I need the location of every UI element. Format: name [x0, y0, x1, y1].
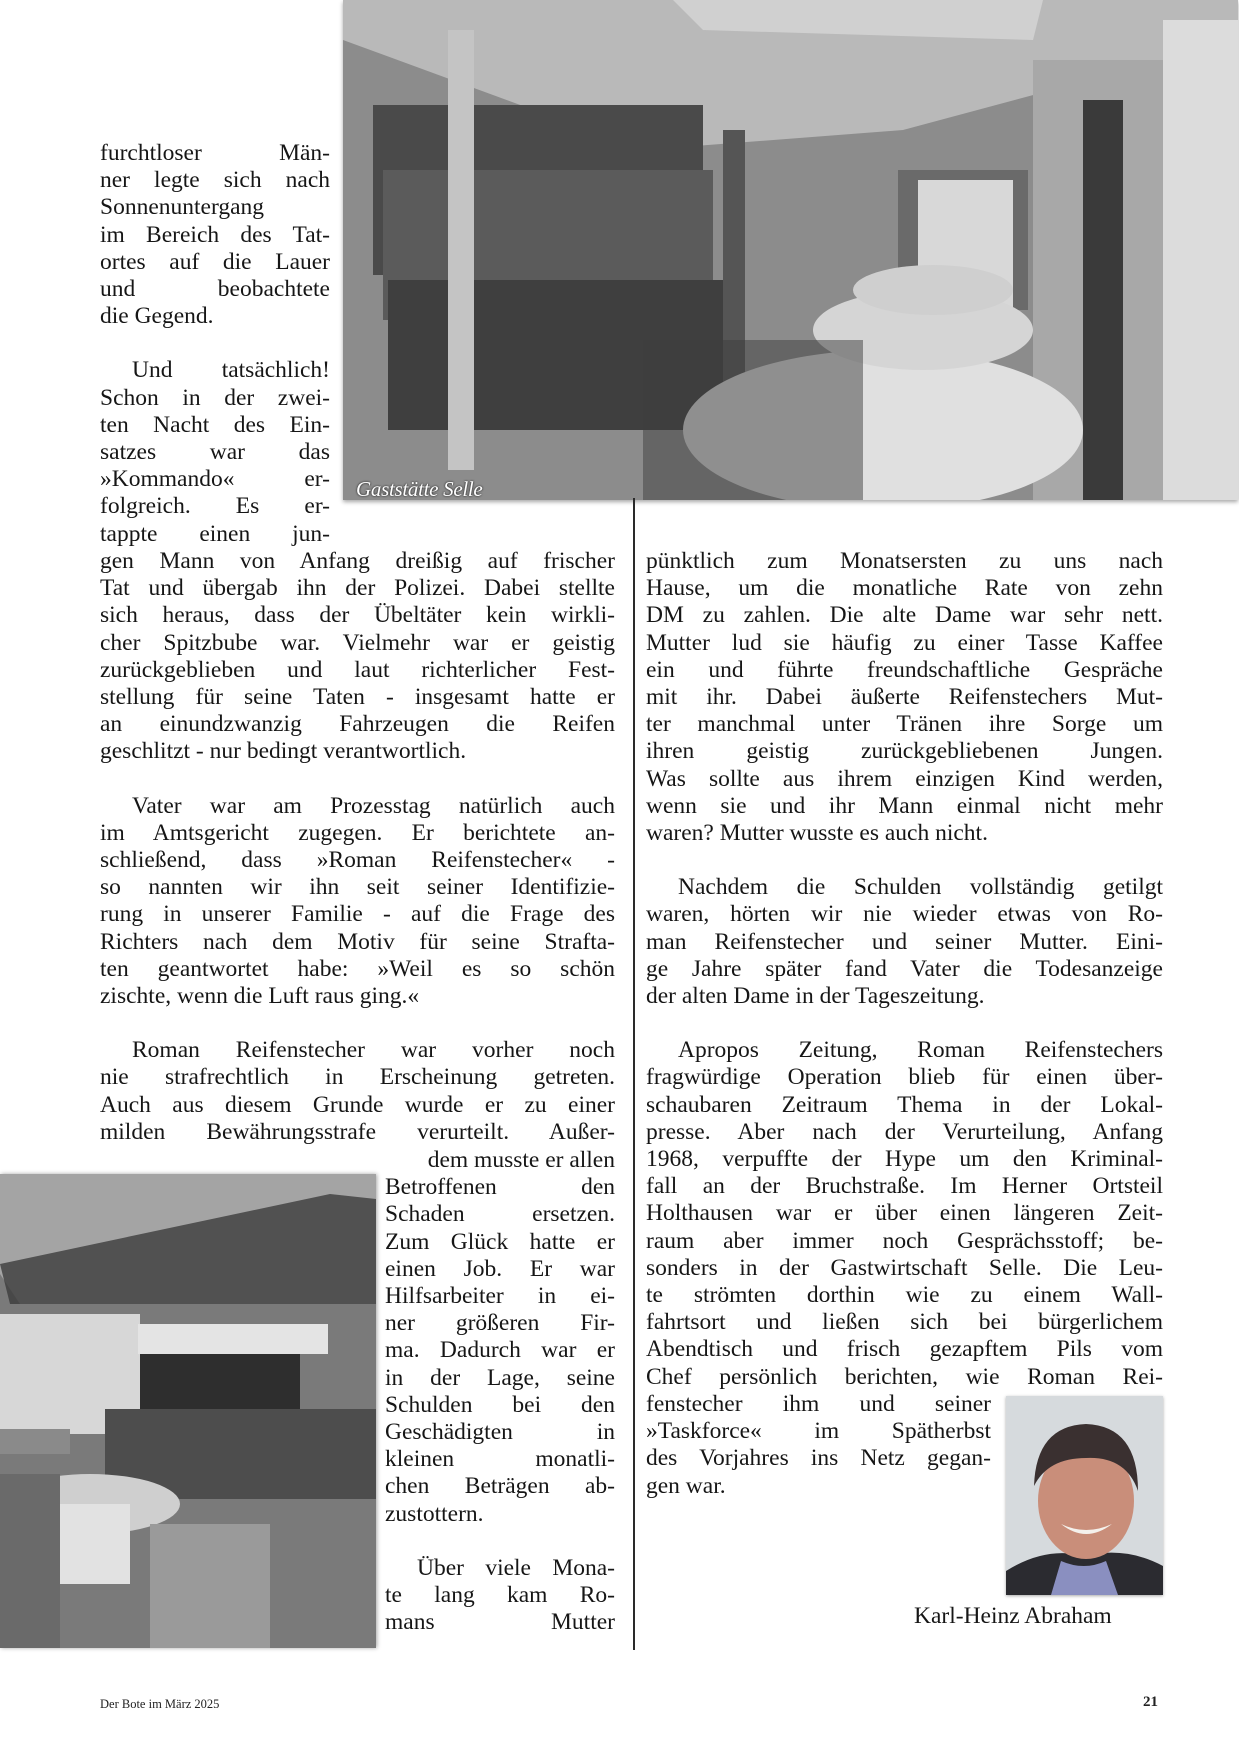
text-line: Mutter lud sie häufig zu einer Tasse Kaffee: [646, 629, 1163, 656]
text-line: waren? Mutter wusste es auch nicht.: [646, 820, 988, 847]
text-line: kleinen monatli-: [385, 1446, 615, 1473]
text-line: Vater war am Prozesstag natürlich auch: [132, 792, 615, 819]
text-line: »Kommando« er-: [100, 466, 330, 493]
text-line: man Reifenstecher und seiner Mutter. Eini-: [646, 928, 1163, 955]
text-line: Holthausen war er über einen längeren Zeit-: [646, 1200, 1163, 1227]
text-line: pünktlich zum Monatsersten zu uns nach: [646, 548, 1163, 574]
text-line: Was sollte aus ihrem einzigen Kind werden,: [646, 765, 1163, 792]
text-line: mit ihr. Dabei äußerte Reifenstechers Mut-: [646, 684, 1163, 711]
text-line: raum aber immer noch Gesprächsstoff; be-: [646, 1227, 1163, 1254]
text-line: geschlitzt - nur bedingt verantwortlich.: [100, 738, 467, 765]
publication-footer: Der Bote im März 2025: [100, 1697, 220, 1711]
text-line: gen Mann von Anfang dreißig auf frischer: [100, 548, 615, 574]
text-line: chen Beträgen ab-: [385, 1473, 615, 1500]
text-line: Geschädigten in: [385, 1419, 615, 1446]
text-line: ter manchmal unter Tränen ihre Sorge um: [646, 711, 1163, 738]
text-line: Über viele Mona-: [417, 1554, 615, 1581]
column-left-narrow: [385, 1147, 615, 1636]
column-right: [646, 548, 1163, 1391]
text-line: ihren geistig zurückgebliebenen Jungen.: [646, 738, 1163, 765]
text-line: Schulden bei den: [385, 1391, 615, 1418]
text-line: tappte einen jun-: [100, 520, 330, 547]
text-line: wenn sie und ihr Mann einmal nicht mehr: [646, 792, 1163, 819]
text-line: Apropos Zeitung, Roman Reifenstechers: [678, 1037, 1163, 1064]
text-line: einen Job. Er war: [385, 1255, 615, 1282]
text-line: Schaden ersetzen.: [385, 1201, 615, 1228]
portrait-illustration: [1006, 1396, 1163, 1595]
text-line: sonders in der Gastwirtschaft Selle. Die Leu-: [646, 1254, 1163, 1281]
text-line: milden Bewährungsstrafe verurteilt. Außer-: [100, 1118, 615, 1145]
text-line: Richters nach dem Motiv für seine Strafta-: [100, 928, 615, 955]
text-line: presse. Aber nach der Verurteilung, Anfang: [646, 1118, 1163, 1145]
text-line: rung in unserer Familie - auf die Frage des: [100, 901, 615, 928]
column-right-narrow: [646, 1391, 991, 1500]
text-line: und beobachtete: [100, 276, 330, 303]
photo-illustration: [0, 1174, 376, 1648]
text-line: zustottern.: [385, 1500, 484, 1527]
text-line: fall an der Bruchstraße. Im Herner Ortsteil: [646, 1173, 1163, 1200]
text-line: Hilfsarbeiter in ei-: [385, 1283, 615, 1310]
page-number: 21: [1143, 1694, 1158, 1710]
text-line: DM zu zahlen. Die alte Dame war sehr nett.: [646, 602, 1163, 629]
photo-illustration: [343, 0, 1238, 500]
text-line: stellung für seine Taten - insgesamt hatte er: [100, 684, 615, 711]
text-line: nie strafrechtlich in Erscheinung getreten.: [100, 1064, 615, 1091]
lounge-interior-photo: [0, 1174, 376, 1648]
text-line: ten Nacht des Ein-: [100, 411, 330, 438]
bar-interior-photo: [343, 0, 1238, 500]
photo-caption: Gaststätte Selle: [356, 477, 483, 501]
text-line: folgreich. Es er-: [100, 493, 330, 520]
text-line: Auch aus diesem Grunde wurde er zu einer: [100, 1091, 615, 1118]
column-left-top: [100, 140, 330, 548]
column-divider: [633, 498, 635, 1650]
text-line: Abendtisch und frisch gezapftem Pils vom: [646, 1336, 1163, 1363]
text-line: fahrtsort und ließen sich bei bürgerlichem: [646, 1309, 1163, 1336]
text-line: Hause, um die monatliche Rate von zehn: [646, 575, 1163, 602]
text-line: furchtloser Män-: [100, 140, 330, 166]
text-line: dem musste er allen: [427, 1147, 615, 1173]
text-line: ten geantwortet habe: »Weil es so schön: [100, 955, 615, 982]
text-line: Roman Reifenstecher war vorher noch: [132, 1037, 615, 1064]
text-line: ner legte sich nach: [100, 167, 330, 194]
text-line: an einundzwanzig Fahrzeugen die Reifen: [100, 711, 615, 738]
text-line: ortes auf die Lauer: [100, 248, 330, 275]
text-line: ein und führte freundschaftliche Gespräche: [646, 656, 1163, 683]
text-line: zurückgeblieben und laut richterlicher Fest-: [100, 656, 615, 683]
text-line: schaubaren Zeitraum Thema in der Lokal-: [646, 1091, 1163, 1118]
text-line: waren, hörten wir nie wieder etwas von Ro-: [646, 901, 1163, 928]
column-left-wide: [100, 548, 615, 1146]
text-line: fragwürdige Operation blieb für einen über-: [646, 1064, 1163, 1091]
author-portrait: [1006, 1396, 1163, 1595]
text-line: ge Jahre später fand Vater die Todesanzeige: [646, 955, 1163, 982]
text-line: im Amtsgericht zugegen. Er berichtete an-: [100, 819, 615, 846]
text-line: satzes war das: [100, 439, 330, 466]
text-line: »Taskforce« im Spätherbst: [646, 1418, 991, 1445]
text-line: ner größeren Fir-: [385, 1310, 615, 1337]
text-line: Chef persönlich berichten, wie Roman Rei-: [646, 1363, 1163, 1390]
text-line: Schon in der zwei-: [100, 384, 330, 411]
text-line: gen war.: [646, 1472, 726, 1499]
text-line: fenstecher ihm und seiner: [646, 1391, 991, 1417]
text-line: 1968, verpuffte der Hype um den Kriminal-: [646, 1146, 1163, 1173]
text-line: Sonnenuntergang: [100, 194, 265, 221]
text-line: Nachdem die Schulden vollständig getilgt: [678, 874, 1163, 901]
text-line: der alten Dame in der Tageszeitung.: [646, 983, 985, 1010]
text-line: des Vorjahres ins Netz gegan-: [646, 1445, 991, 1472]
text-line: Tat und übergab ihn der Polizei. Dabei stellte: [100, 575, 615, 602]
text-line: so nannten wir ihn seit seiner Identifizie-: [100, 874, 615, 901]
text-line: die Gegend.: [100, 303, 214, 330]
text-line: te lang kam Ro-: [385, 1582, 615, 1609]
text-line: schließend, dass »Roman Reifenstecher« -: [100, 847, 615, 874]
text-line: cher Spitzbube war. Vielmehr war er geistig: [100, 629, 615, 656]
text-line: Zum Glück hatte er: [385, 1228, 615, 1255]
text-line: sich heraus, dass der Übeltäter kein wirkli-: [100, 602, 615, 629]
text-line: im Bereich des Tat-: [100, 221, 330, 248]
text-line: in der Lage, seine: [385, 1364, 615, 1391]
text-line: mans Mutter: [385, 1609, 615, 1636]
author-name: Karl-Heinz Abraham: [914, 1603, 1112, 1629]
text-line: Und tatsächlich!: [132, 357, 330, 384]
text-line: te strömten dorthin wie zu einem Wall-: [646, 1282, 1163, 1309]
text-line: zischte, wenn die Luft raus ging.«: [100, 983, 420, 1010]
text-line: Betroffenen den: [385, 1174, 615, 1201]
text-line: ma. Dadurch war er: [385, 1337, 615, 1364]
